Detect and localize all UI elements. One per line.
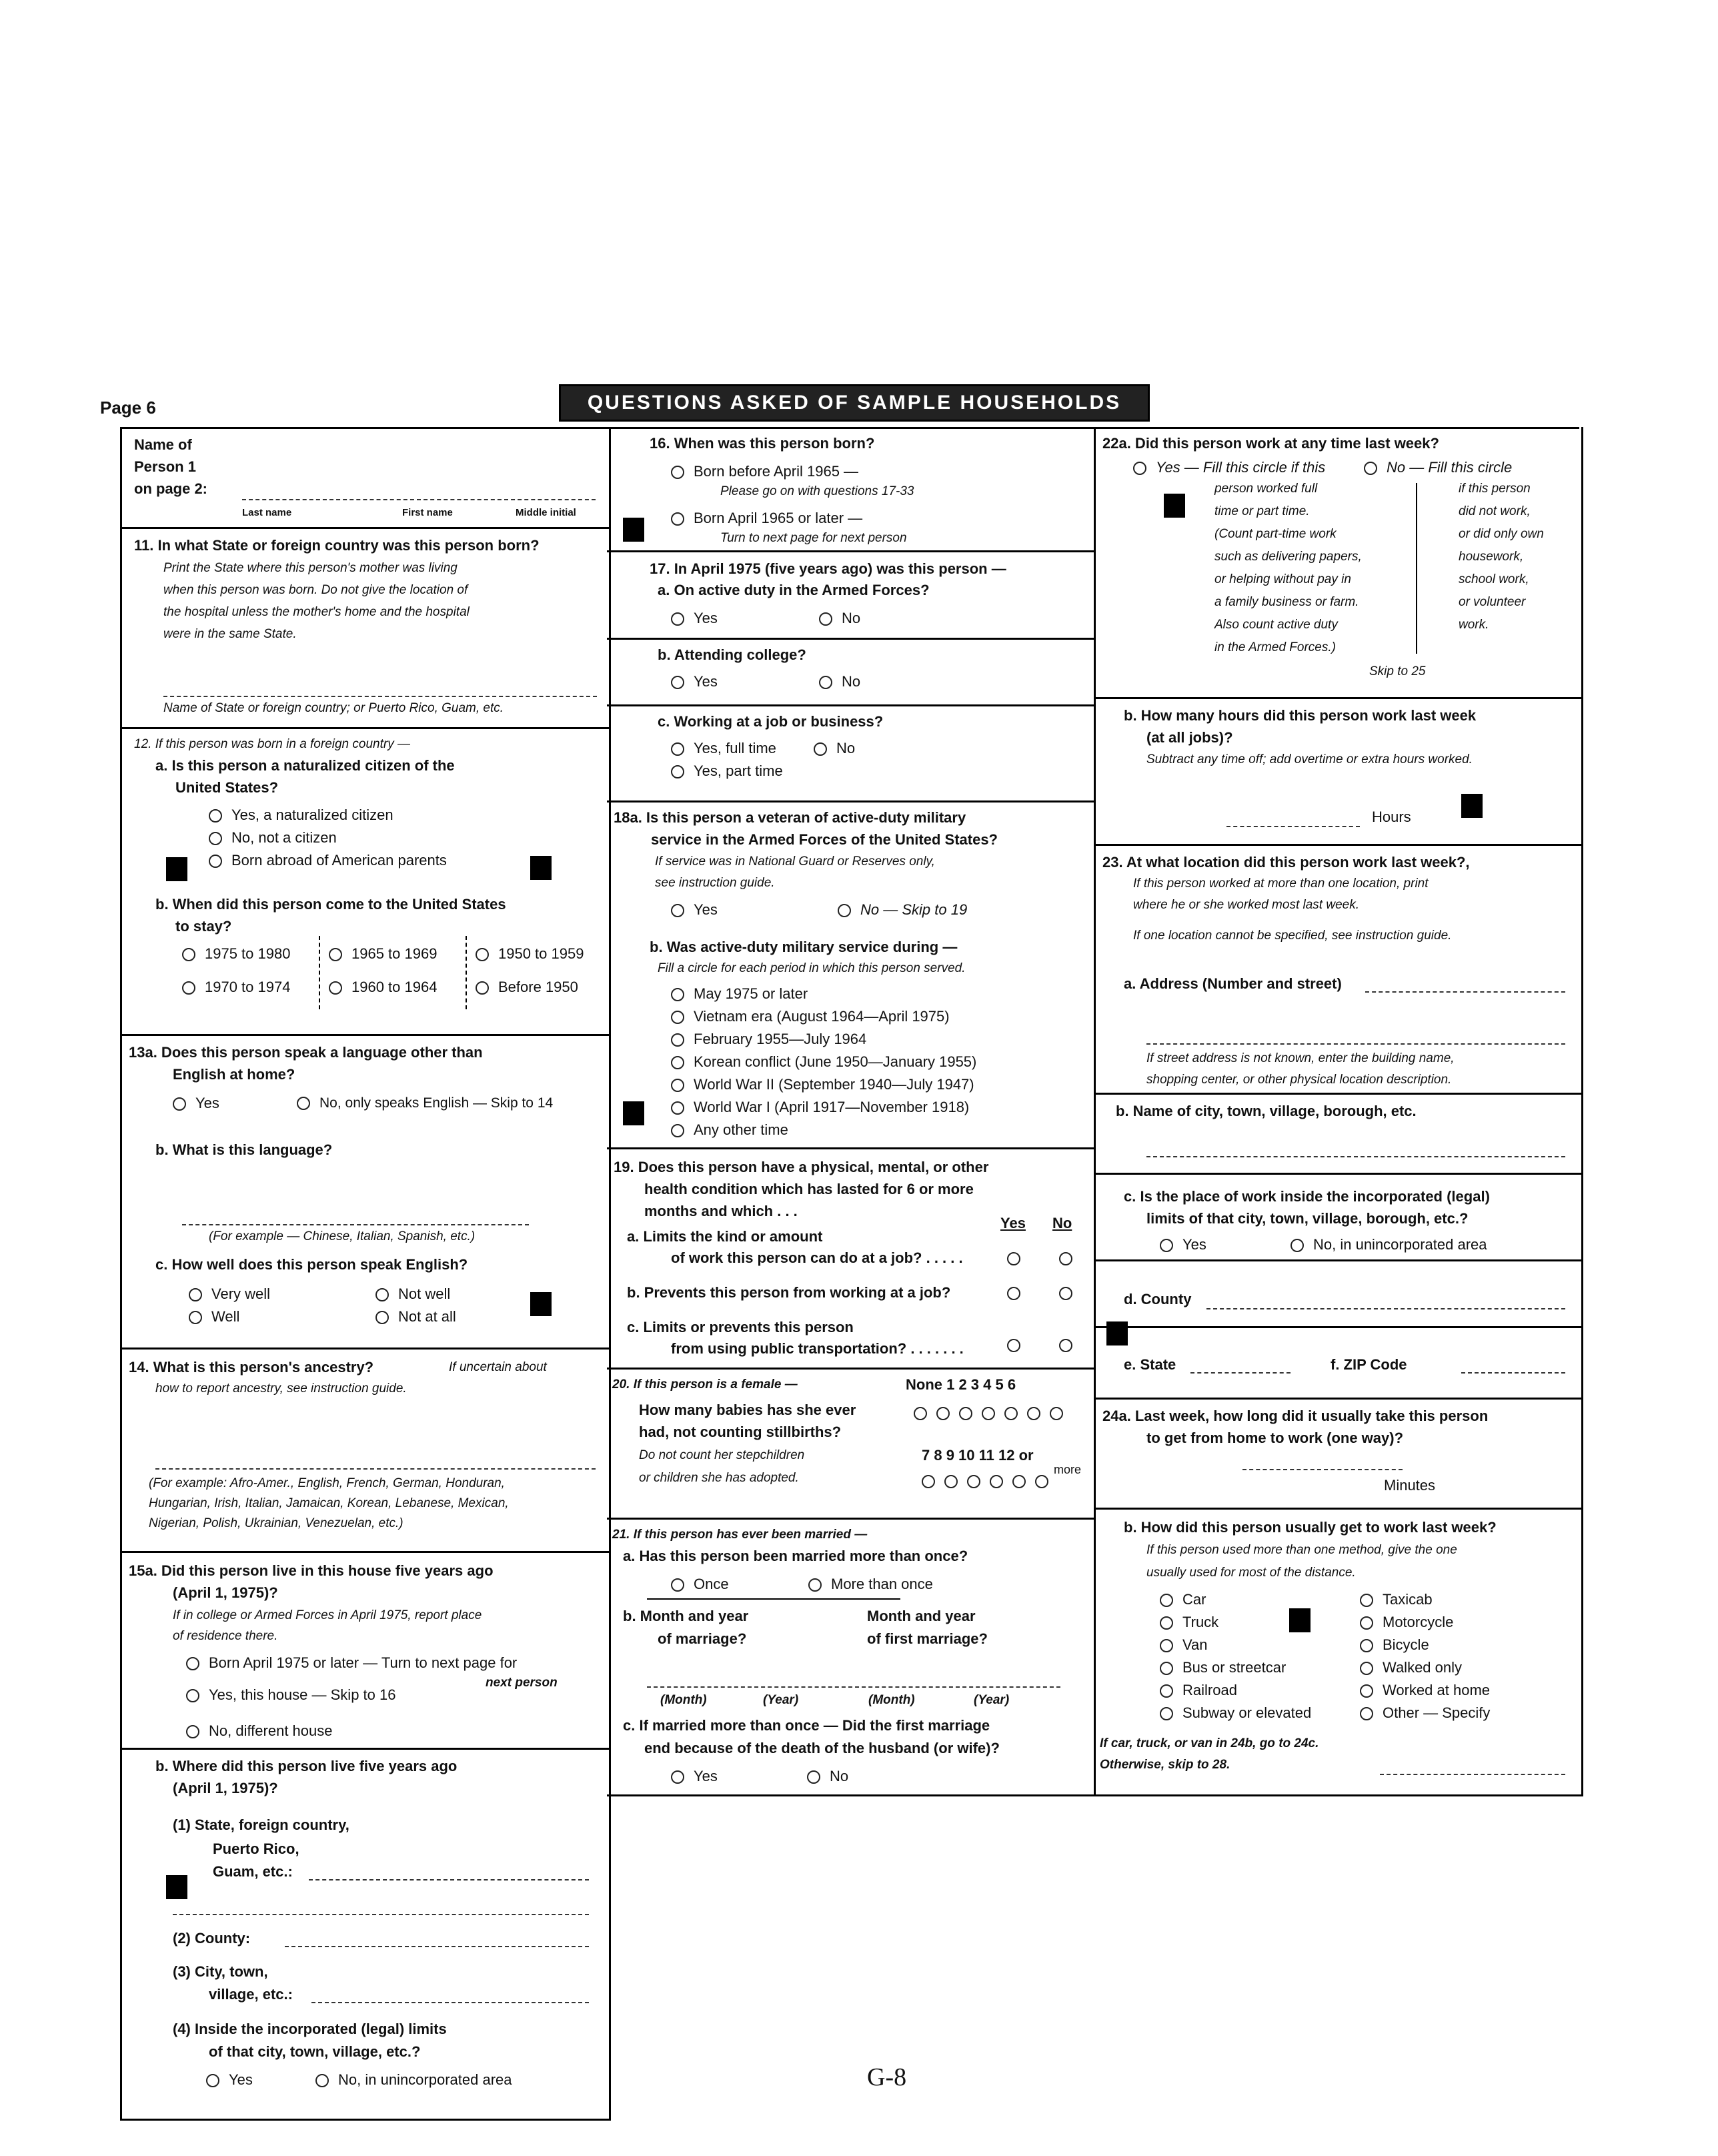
q19c-label: c. Limits or prevents this person [627,1319,854,1335]
q19c-no[interactable] [1059,1333,1082,1356]
q23c-subsection [1096,1173,1581,1259]
q23e-label: e. State [1124,1356,1176,1373]
q13-section [122,1034,609,1348]
q18b-option[interactable]: World War I (April 1917—November 1918) [671,1096,969,1118]
q19-title: 19. Does this person have a physical, mental, or other [614,1159,989,1175]
q18b-title: b. Was active-duty military service during — [650,939,958,955]
q15b-state-input[interactable] [309,1879,589,1880]
q23f-label: f. ZIP Code [1331,1356,1407,1373]
q17a-title: a. On active duty in the Armed Forces? [658,582,930,598]
q15b-inside-label-2: of that city, town, village, etc.? [209,2043,421,2060]
q22b-title-2: (at all jobs)? [1146,729,1233,746]
q19c-label-2: from using public transportation? . . . . . . . [671,1340,964,1357]
q15-instruction-2: of residence there. [173,1629,278,1643]
q12b-title-2: to stay? [175,918,232,935]
q22a-yes[interactable]: Yes — Fill this circle if this [1133,456,1325,478]
q21c-title-2: end because of the death of the husband (or wife)? [644,1740,1000,1756]
q13a-title-2: English at home? [173,1066,295,1083]
q22a-title: 22a. Did this person work at any time last week? [1102,435,1439,452]
q23c-yes[interactable]: Yes [1160,1233,1206,1255]
q23f-zip-input[interactable] [1461,1372,1565,1374]
q18a-no[interactable]: No — Skip to 19 [838,899,967,921]
q21a-once[interactable]: Once [671,1573,729,1595]
q21b-year-caption: (Year) [763,1693,799,1707]
registration-mark [530,856,552,880]
q24a-title: 24a. Last week, how long did it usually take this person [1102,1408,1489,1424]
q11-title: 11. In what State or foreign country was this person born? [134,537,540,554]
registration-mark [166,1875,187,1899]
q17b-yes[interactable]: Yes [671,670,718,692]
q17-section [607,550,1094,800]
registration-mark [1461,794,1483,818]
q22a-yes-note: time or part time. [1214,504,1310,518]
q15b-inside-no[interactable]: No, in unincorporated area [315,2069,512,2091]
q23-section [1096,844,1581,1398]
q17c-subsection [607,704,1094,802]
q20-options-row1[interactable] [914,1402,1072,1424]
q24b-option[interactable]: Van [1160,1634,1208,1656]
q22a-no-note: housework, [1459,550,1524,564]
q24b-option[interactable]: Bicycle [1360,1634,1429,1656]
name-label: Name of [134,436,192,453]
q16-section [607,427,1094,550]
q22a-yes-note: or helping without pay in [1214,572,1351,586]
q15b-subsection [122,1748,609,2121]
q15b-title-2: (April 1, 1975)? [173,1780,278,1796]
q24b-instruction-2: usually used for most of the distance. [1146,1566,1356,1580]
q15b-state-label-3: Guam, etc.: [213,1863,293,1880]
q24a-title-2: to get from home to work (one way)? [1146,1430,1404,1446]
q18b-option[interactable]: Vietnam era (August 1964—April 1975) [671,1005,950,1027]
q17a-no[interactable]: No [819,607,860,629]
q18b-option[interactable]: Any other time [671,1119,788,1141]
q20-section [607,1368,1094,1518]
q21b-month-caption-2: (Month) [868,1693,915,1707]
q19a-label: a. Limits the kind or amount [627,1228,823,1245]
q12b-option[interactable]: Before 1950 [476,976,578,998]
q11-instruction: Print the State where this person's mother was living [163,561,458,575]
q16-option[interactable]: Born April 1965 or later — [671,507,862,529]
q12-condition: 12. If this person was born in a foreign country — [134,737,410,751]
q18-section [607,800,1094,1147]
q12b-option[interactable]: 1965 to 1969 [329,943,437,965]
q21c-yes[interactable]: Yes [671,1765,718,1787]
q24b-instruction: If this person used more than one method, give the one [1146,1543,1457,1557]
q12b-option[interactable]: 1975 to 1980 [182,943,290,965]
q23a-label: a. Address (Number and street) [1124,975,1342,992]
q20-question-2: had, not counting stillbirths? [639,1424,842,1440]
q22a-yes-note: a family business or farm. [1214,595,1359,609]
q13b-title: b. What is this language? [155,1141,333,1158]
registration-mark [1164,494,1185,518]
q11-instruction: were in the same State. [163,627,297,641]
q15b-inside-label: (4) Inside the incorporated (legal) limits [173,2021,447,2037]
q19b-label: b. Prevents this person from working at a job? [627,1284,951,1301]
q16-option-instruction: Turn to next page for next person [720,531,907,545]
registration-mark [530,1292,552,1316]
q21a-title: a. Has this person been married more than once? [623,1548,968,1564]
q21c-title: c. If married more than once — Did the first marriage [623,1717,990,1734]
q15b-title: b. Where did this person live five years ago [155,1758,458,1774]
q18b-instruction: Fill a circle for each period in which this person served. [658,961,966,975]
q15a-option[interactable]: Yes, this house — Skip to 16 [186,1684,395,1706]
q23c-no[interactable]: No, in unincorporated area [1291,1233,1487,1255]
q24b-option[interactable]: Bus or streetcar [1160,1656,1286,1678]
q22a-no-note: school work, [1459,572,1529,586]
q23c-title-2: limits of that city, town, village, borough, etc.? [1146,1210,1469,1227]
q22a-no-note: if this person [1459,482,1531,496]
q15b-city-input[interactable] [311,2002,589,2003]
q22b-hours-label: Hours [1372,808,1411,825]
q22b-section [1096,697,1581,844]
divider [319,936,320,1009]
q24b-option[interactable]: Worked at home [1360,1679,1490,1701]
q17c-option[interactable]: Yes, part time [671,760,783,782]
q24b-note-2: Otherwise, skip to 28. [1100,1758,1230,1772]
q24b-other-input[interactable] [1380,1774,1565,1775]
first-name-caption: First name [402,507,453,518]
q12a-option[interactable]: Yes, a naturalized citizen [209,804,393,826]
q23b-subsection [1096,1093,1581,1173]
q12a-title: a. Is this person a naturalized citizen of the [155,757,455,774]
q19-no-header: No [1052,1215,1072,1231]
q18-instruction: If service was in National Guard or Reserves only, [655,855,935,869]
q24b-section [1096,1508,1581,1794]
q24a-section [1096,1398,1581,1508]
footer-page-code: G-8 [867,2063,907,2091]
q23d-subsection [1096,1259,1581,1326]
q12a-option[interactable]: Born abroad of American parents [209,849,447,871]
q19-section [607,1147,1094,1368]
q23b-label: b. Name of city, town, village, borough, etc. [1116,1103,1417,1119]
q17c-option[interactable]: Yes, full time [671,737,776,759]
q22a-no-note: work. [1459,618,1489,632]
q15a-option[interactable]: No, different house [186,1720,333,1742]
q12b-title: b. When did this person come to the United States [155,896,506,913]
q23-title: 23. At what location did this person work last week?, [1102,854,1470,871]
q20-number-row-2: 7 8 9 10 11 12 or [922,1447,1034,1464]
q13c-option[interactable]: Very well [189,1283,270,1305]
q20-instruction: Do not count her stepchildren [639,1448,805,1462]
q22a-no-note: or did only own [1459,527,1544,541]
q22a-yes-note: such as delivering papers, [1214,550,1362,564]
q17b-title: b. Attending college? [658,646,806,663]
q20-question: How many babies has she ever [639,1402,856,1418]
q23a-address-input[interactable] [1365,991,1565,993]
q21a-more[interactable]: More than once [808,1573,933,1595]
q18b-option[interactable]: February 1955—July 1964 [671,1028,866,1050]
q22a-skip-note: Skip to 25 [1369,664,1426,678]
q22a-yes-note: in the Armed Forces.) [1214,640,1336,654]
q20-instruction-2: or children she has adopted. [639,1471,799,1485]
q15b-city-label-2: village, etc.: [209,1986,293,2003]
q12a-title-2: United States? [175,779,279,796]
q23e-state-input[interactable] [1190,1372,1291,1374]
q13a-no[interactable]: No, only speaks English — Skip to 14 [297,1092,553,1114]
q19a-no[interactable] [1059,1247,1082,1269]
column-3 [1094,427,1583,1796]
q23a-instruction: If street address is not known, enter the building name, [1146,1051,1455,1065]
skip-arrow [1416,483,1417,654]
q15b-inside-yes[interactable]: Yes [206,2069,253,2091]
q23-instruction-3: If one location cannot be specified, see instruction guide. [1133,929,1452,943]
q18b-option[interactable]: Korean conflict (June 1950—January 1955) [671,1051,976,1073]
q14-section [122,1348,609,1551]
q22b-hours-input[interactable] [1226,826,1360,827]
q19-title-3: months and which . . . [644,1203,798,1219]
q14-instruction-2: how to report ancestry, see instruction guide. [155,1382,407,1396]
q21b-label-2: of marriage? [658,1630,747,1647]
q22a-yes-note: (Count part-time work [1214,527,1337,541]
q11-instruction: the hospital unless the mother's home and the hospital [163,605,470,619]
q14-example: Hungarian, Irish, Italian, Jamaican, Korean, Lebanese, Mexican, [149,1496,509,1510]
q22b-title: b. How many hours did this person work last week [1124,707,1477,724]
q21-section [607,1518,1094,1794]
q15-section [122,1551,609,2119]
column-2 [607,427,1094,1796]
registration-mark [166,857,187,881]
q17b-subsection [607,638,1094,704]
q19-title-2: health condition which has lasted for 6 or more [644,1181,974,1197]
q17a-yes[interactable]: Yes [671,607,718,629]
q15b-city-label: (3) City, town, [173,1963,268,1980]
q22a-no[interactable]: No — Fill this circle [1364,456,1512,478]
q11-caption: Name of State or foreign country; or Puerto Rico, Guam, etc. [163,701,504,715]
q17b-no[interactable]: No [819,670,860,692]
q23d-label: d. County [1124,1291,1192,1307]
q21-connector [647,1598,900,1600]
q19b-yes[interactable] [1007,1281,1030,1303]
q18a-title-2: service in the Armed Forces of the United States? [651,831,998,848]
q19c-yes[interactable] [1007,1333,1030,1356]
q21b-label: b. Month and year [623,1608,749,1624]
q20-condition: 20. If this person is a female — [612,1378,798,1392]
q24b-option[interactable]: Taxicab [1360,1588,1433,1610]
q22b-instruction: Subtract any time off; add overtime or extra hours worked. [1146,752,1473,766]
q16-option[interactable]: Born before April 1965 — [671,460,858,482]
q24b-option-other[interactable]: Other — Specify [1360,1702,1490,1724]
q17-title: 17. In April 1975 (five years ago) was this person — [650,560,1006,577]
q16-title: 16. When was this person born? [650,435,875,452]
q24b-option[interactable]: Truck [1160,1611,1218,1633]
q12a-option[interactable]: No, not a citizen [209,827,337,849]
q23d-county-input[interactable] [1206,1308,1565,1309]
q23-instruction-2: where he or she worked most last week. [1133,898,1359,912]
name-line[interactable] [242,499,596,500]
q12b-option[interactable]: 1960 to 1964 [329,976,437,998]
q21b-year-caption-2: (Year) [974,1693,1010,1707]
q18b-option[interactable]: May 1975 or later [671,983,808,1005]
registration-mark [623,518,644,542]
q13c-title: c. How well does this person speak English? [155,1256,468,1273]
q15b-county-label: (2) County: [173,1930,251,1947]
q24b-option[interactable]: Walked only [1360,1656,1462,1678]
q23ef-subsection [1096,1326,1581,1400]
q15a-title: 15a. Did this person live in this house five years ago [129,1562,494,1579]
registration-mark [623,1101,644,1125]
q14-answer-line[interactable] [155,1468,596,1470]
q15b-state-label: (1) State, foreign country, [173,1816,349,1833]
q13c-option[interactable]: Not at all [375,1305,456,1327]
q15b-state-input-2[interactable] [173,1914,589,1915]
q18-instruction-2: see instruction guide. [655,876,775,890]
q23c-title: c. Is the place of work inside the incorporated (legal) [1124,1188,1490,1205]
q22a-section [1096,427,1581,697]
q15a-option[interactable]: Born April 1975 or later — Turn to next page for [186,1652,517,1674]
q19a-label-2: of work this person can do at a job? . . . . . [671,1249,963,1266]
q12-section [122,727,609,1034]
name-section [122,427,609,527]
q20-more-label: more [1054,1463,1082,1476]
q15b-state-label-2: Puerto Rico, [213,1840,299,1857]
q13a-yes[interactable]: Yes [173,1092,219,1114]
q21b-label-3: Month and year [867,1608,976,1624]
q12b-option[interactable]: 1970 to 1974 [182,976,290,998]
q15a-title-2: (April 1, 1975)? [173,1584,278,1601]
q14-instruction: If uncertain about [449,1360,547,1374]
q21b-date-input[interactable] [647,1686,1060,1688]
q11-instruction: when this person was born. Do not give the location of [163,583,468,597]
last-name-caption: Last name [242,507,292,518]
q18a-title: 18a. Is this person a veteran of active-duty military [614,809,966,826]
page-ref-label: on page 2: [134,480,208,497]
q24b-option[interactable]: Car [1160,1588,1206,1610]
q21c-no[interactable]: No [807,1765,848,1787]
section-banner: QUESTIONS ASKED OF SAMPLE HOUSEHOLDS [559,384,1150,422]
q19-yes-header: Yes [1000,1215,1026,1231]
q24a-minutes-label: Minutes [1384,1477,1436,1494]
q17c-option[interactable]: No [814,737,855,759]
q20-options-row2[interactable] [922,1470,1058,1492]
page-number: Page 6 [100,398,156,418]
q20-number-row: None 1 2 3 4 5 6 [906,1376,1016,1393]
registration-mark [1289,1608,1311,1632]
q23a-address-input-2[interactable] [1146,1043,1565,1045]
q13a-title: 13a. Does this person speak a language other than [129,1044,483,1061]
middle-initial-caption: Middle initial [516,507,576,518]
q19a-yes[interactable] [1007,1247,1030,1269]
q21b-label-4: of first marriage? [867,1630,988,1647]
person-label: Person 1 [134,458,196,475]
q22a-yes-note: Also count active duty [1214,618,1338,632]
q13c-option[interactable]: Well [189,1305,239,1327]
q17c-title: c. Working at a job or business? [658,713,884,730]
q14-title: 14. What is this person's ancestry? [129,1359,374,1376]
q16-option-instruction: Please go on with questions 17-33 [720,484,914,498]
divider [466,936,467,1009]
q24a-minutes-input[interactable] [1242,1469,1403,1470]
q15a-option-cont: next person [486,1676,558,1690]
q18a-yes[interactable]: Yes [671,899,718,921]
q22a-yes-note: person worked full [1214,482,1318,496]
q19b-no[interactable] [1059,1281,1082,1303]
q21b-month-caption: (Month) [660,1693,707,1707]
column-1 [120,427,611,2121]
q22a-no-note: or volunteer [1459,595,1526,609]
q14-example: (For example: Afro-Amer., English, French, German, Honduran, [149,1476,505,1490]
q15-instruction: If in college or Armed Forces in April 1975, report place [173,1608,482,1622]
q24b-option[interactable]: Motorcycle [1360,1611,1453,1633]
q15b-county-input[interactable] [285,1946,589,1947]
q18b-option[interactable]: World War II (September 1940—July 1947) [671,1073,974,1095]
q24b-title: b. How did this person usually get to work last week? [1124,1519,1497,1536]
q23a-instruction-2: shopping center, or other physical location description. [1146,1073,1452,1087]
q13b-example: (For example — Chinese, Italian, Spanish, etc.) [209,1229,476,1243]
q13c-option[interactable]: Not well [375,1283,450,1305]
q11-section [122,527,609,727]
q21-condition: 21. If this person has ever been married — [612,1528,868,1542]
q12b-option[interactable]: 1950 to 1959 [476,943,584,965]
q23-instruction: If this person worked at more than one location, print [1133,877,1429,891]
q24b-option[interactable]: Subway or elevated [1160,1702,1311,1724]
q23b-city-input[interactable] [1146,1156,1565,1157]
q22a-no-note: did not work, [1459,504,1531,518]
q24b-note: If car, truck, or van in 24b, go to 24c. [1100,1736,1319,1750]
q24b-option[interactable]: Railroad [1160,1679,1237,1701]
q14-example: Nigerian, Polish, Ukrainian, Venezuelan, etc.) [149,1516,403,1530]
